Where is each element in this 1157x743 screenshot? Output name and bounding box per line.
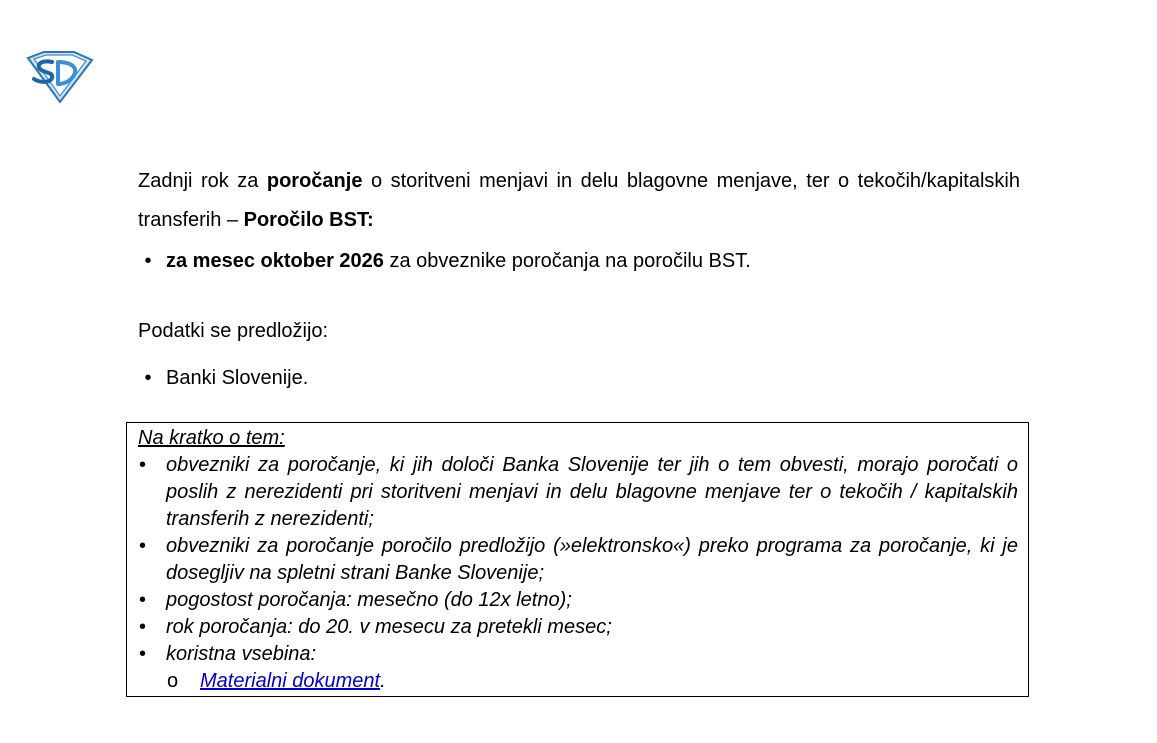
- bullet-icon: •: [144, 250, 152, 272]
- bullet-icon: •: [139, 589, 147, 611]
- bullet-icon: •: [144, 367, 152, 389]
- list-item: • obvezniki za poročanje, ki jih določi Banka Slovenije ter jih o tem obvesti, morajo poročati o poslih z nerezidenti pri storitveni menjavi in delu blagovne menjave ter o tekočih / kapitalskih transferih z nerezidenti;: [139, 454, 1018, 530]
- summary-title: Na kratko o tem:: [138, 427, 285, 449]
- main-content: [138, 162, 1020, 391]
- list-item: • pogostost poročanja: mesečno (do 12x letno);: [138, 587, 1018, 614]
- bullet-icon: •: [139, 616, 147, 638]
- list-item: • koristna vsebina:: [138, 641, 1018, 668]
- submit-paragraph: Podatki se predložijo:: [138, 320, 329, 342]
- list-item: • Banki Slovenije.: [138, 365, 1020, 391]
- summary-box: [126, 422, 1029, 697]
- bullet-icon: •: [139, 643, 147, 665]
- bullet-icon: •: [139, 454, 147, 476]
- list-item: • za mesec oktober 2026 za obveznike poročanja na poročilu BST.: [138, 248, 1020, 274]
- bullet-icon: •: [139, 535, 147, 557]
- list-item: • obvezniki za poročanje poročilo predložijo (»elektronsko«) preko programa za poročanje, ki je dosegljiv na spletni strani Banke Slovenije;: [139, 535, 1018, 584]
- sub-bullet-icon: o: [167, 670, 179, 692]
- list-item: • rok poročanja: do 20. v mesecu za pretekli mesec;: [138, 614, 1018, 641]
- deadline-paragraph: Zadnji rok za poročanje o storitveni menjavi in delu blagovne menjave, ter o tekočih/kapitalskih transferih – Poročilo BST:: [138, 170, 1020, 231]
- sub-list-item: o Materialni dokument.: [138, 668, 1018, 695]
- sd-shield-logo-icon: [22, 50, 94, 104]
- materialni-dokument-link[interactable]: Materialni dokument: [200, 670, 381, 692]
